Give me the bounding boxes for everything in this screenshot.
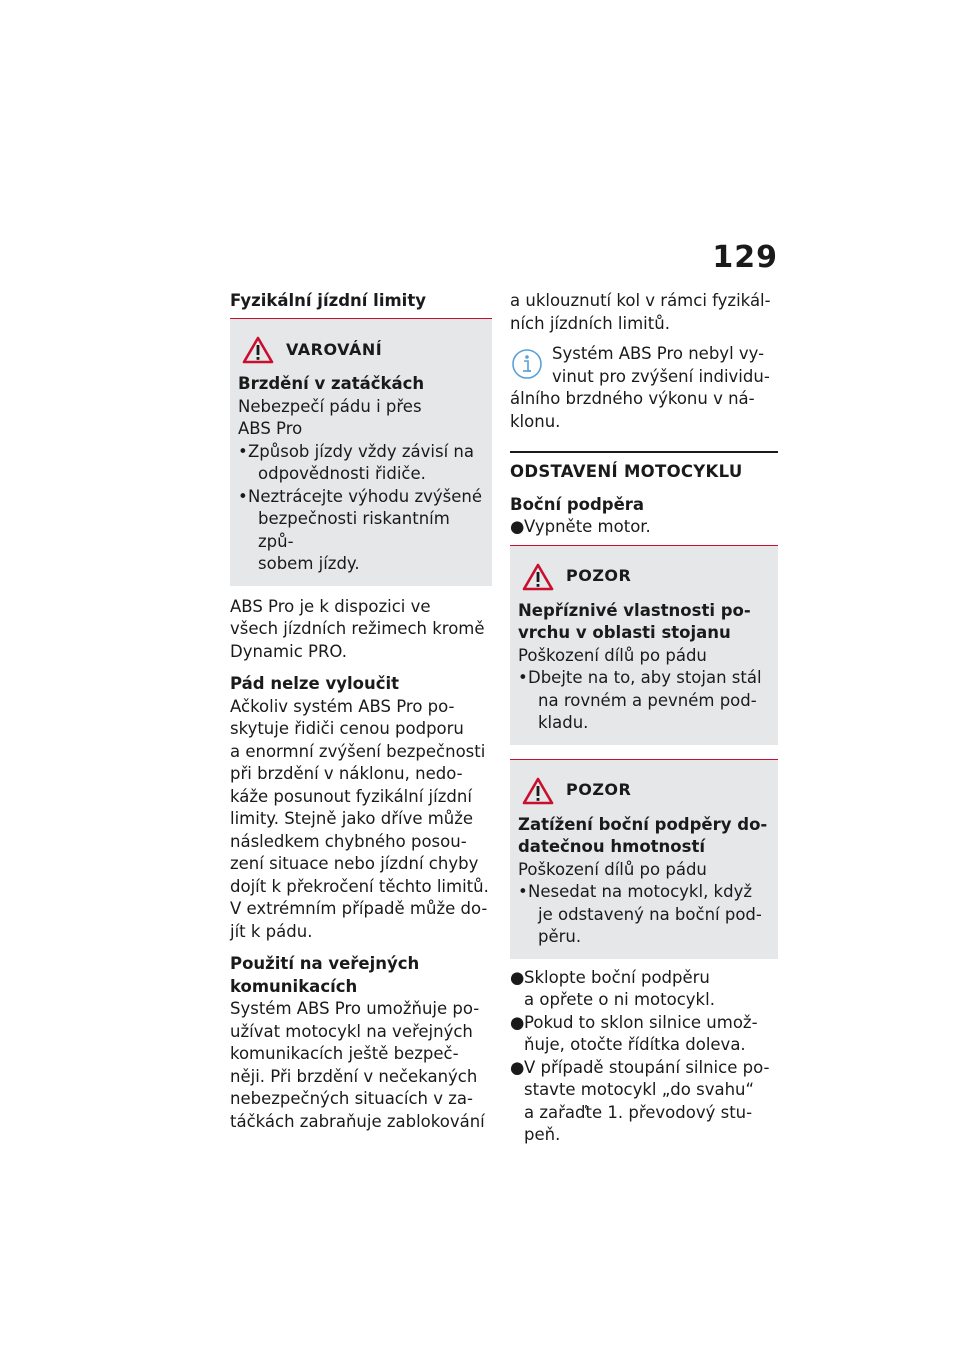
warning-heading: Brzdění v zatáčkách: [238, 374, 425, 393]
caution-header: [518, 774, 770, 808]
section-title-public-roads: Použití na veřejných: [230, 954, 420, 973]
list-item: • Neztrácejte výhodu zvýšené bezpečnosti riskantním způ- sobem jízdy.: [238, 486, 484, 576]
major-heading: ODSTAVENÍ MOTOCYKLU: [510, 451, 778, 484]
list-item: • Dbejte na to, aby stojan stál na rovném a pevném pod- kladu.: [518, 668, 762, 732]
info-line: álního brzdného výkonu v ná-: [510, 389, 755, 408]
caution-bullet-list: [518, 667, 770, 735]
caution-label: POZOR: [566, 566, 632, 586]
warning-label: VAROVÁNÍ: [286, 339, 383, 359]
caution-bullet-list: [518, 881, 770, 949]
warning-triangle-icon: [242, 336, 274, 364]
info-note: [510, 343, 778, 433]
bullet-line: sobem jízdy.: [258, 554, 360, 573]
right-column: [510, 290, 778, 1147]
caution-heading: datečnou hmotností: [518, 837, 705, 856]
caution-label: POZOR: [566, 780, 632, 800]
step-list: [510, 516, 778, 539]
caution-heading: vrchu v oblasti stojanu: [518, 623, 731, 642]
bullet-line: bezpečnosti riskantním způ-: [258, 509, 450, 551]
caution-heading: Zatížení boční podpěry do-: [518, 814, 768, 834]
warning-box: [230, 318, 492, 586]
section-title-fall: Pád nelze vyloučit: [230, 674, 400, 693]
caution-header: [518, 560, 770, 594]
sub-heading-side-stand: Boční podpěra: [510, 494, 645, 514]
caution-box: [510, 545, 778, 745]
paragraph: ABS Pro je k dispozici ve všech jízdních režimech kromě Dynamic PRO.: [230, 596, 485, 661]
info-line: Systém ABS Pro nebyl vy-: [552, 344, 765, 363]
warning-triangle-icon: [522, 777, 554, 805]
section-fall: Pád nelze vyloučit Ačkoliv systém ABS Pro po- skytuje řidiči cenou podporu a enormní zvýšení bezpečnosti při brzdění v náklonu, nedo- káže posunout fyzikální jízdní limity. Stejně jako dříve může následkem chybného posou- zení situace nebo jízdní chyby dojít k překročení těchto limitů. V extrémním případě může do- jít k pádu.: [230, 673, 492, 943]
bullet-line: odpovědnosti řidiče.: [258, 464, 426, 483]
paragraph: a uklouznutí kol v rámci fyzikál- ních jízdních limitů.: [510, 291, 771, 333]
list-item: ● Sklopte boční podpěru a opřete o ni motocykl.: [510, 967, 715, 1009]
caution-line: Poškození dílů po pádu: [518, 859, 707, 879]
info-line: klonu.: [510, 411, 561, 431]
info-icon: [510, 347, 544, 381]
info-line: vinut pro zvýšení individu-: [552, 366, 770, 386]
caution-heading: Nepříznivé vlastnosti po-: [518, 600, 751, 620]
section-title-physical-limits: Fyzikální jízdní limity: [230, 291, 426, 310]
list-item: • Způsob jízdy vždy závisí na odpovědnosti řidiče.: [238, 441, 484, 486]
warning-line: ABS Pro: [238, 419, 303, 438]
section-public-roads: Použití na veřejných komunikacích Systém ABS Pro umožňuje po- užívat motocykl na veřejných komunikacích ještě bezpeč- něji. Při brzdění v nečekaných nebezpečných situacích v za- táčkách zabraňuje zablokování: [230, 953, 492, 1133]
step-list: [510, 967, 778, 1147]
list-item: ● Vypněte motor.: [510, 517, 651, 536]
left-column: [230, 290, 492, 1133]
list-item: ● V případě stoupání silnice po- stavte motocykl „do svahu“ a zařaďte 1. převodový stu- peň.: [510, 1057, 770, 1144]
warning-bullet-list: [238, 441, 484, 576]
bullet-line: Neztrácejte výhodu zvýšené: [248, 486, 482, 506]
warning-header: [238, 333, 484, 367]
warning-triangle-icon: [522, 563, 554, 591]
list-item: ● Pokud to sklon silnice umož- ňuje, otočte řídítka doleva.: [510, 1012, 758, 1054]
list-item: • Nesedat na motocykl, když je odstavený na boční pod- pěru.: [518, 882, 762, 946]
bullet-line: Způsob jízdy vždy závisí na: [248, 441, 474, 461]
page-number: 129: [712, 240, 778, 275]
section-title-public-roads: komunikacích: [230, 976, 358, 996]
caution-box: [510, 759, 778, 959]
caution-line: Poškození dílů po pádu: [518, 645, 707, 665]
warning-line: Nebezpečí pádu i přes: [238, 396, 422, 416]
